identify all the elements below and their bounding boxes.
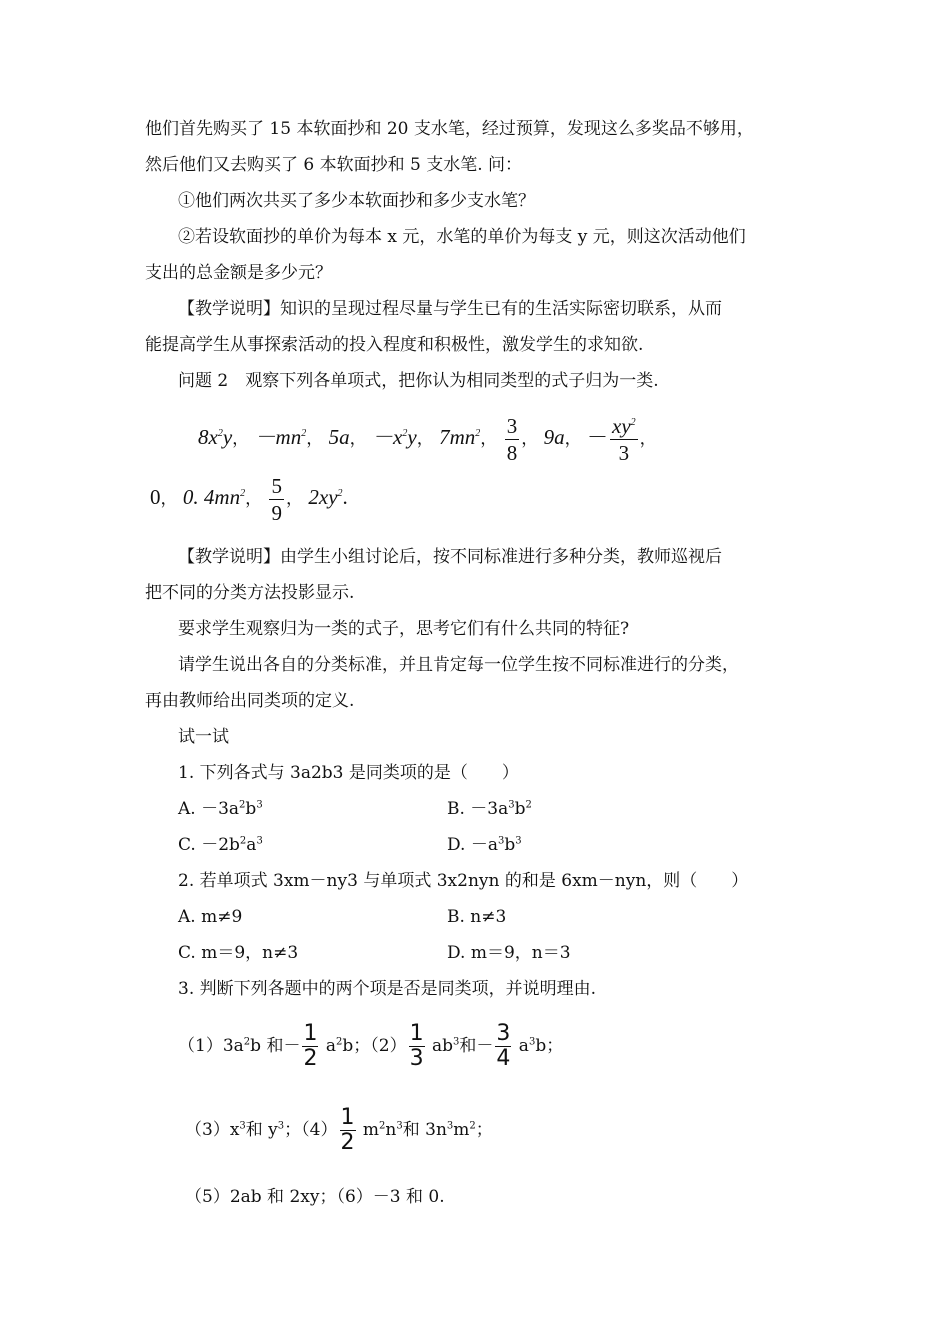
q1-option-b: B. $-3a^3b^2$ <box>447 799 532 819</box>
expr-neg-mn2: $-mn^2$ <box>254 425 307 449</box>
expr-5a: 5a <box>328 425 350 449</box>
practice-title: 试一试 <box>178 727 229 747</box>
teaching-note-2-line-5: 再由教师给出同类项的定义. <box>145 691 355 711</box>
teaching-note-2-line-4: 请学生说出各自的分类标准，并且肯定每一位学生按不同标准进行的分类， <box>178 655 739 675</box>
expr-9a: 9a <box>543 425 565 449</box>
teaching-note-2-line-2: 把不同的分类方法投影显示. <box>145 583 355 603</box>
expr-fraction-5-9: $\frac{5}{9}$ <box>271 474 282 525</box>
expr-fraction-3-8: $\frac{3}{8}$ <box>506 414 518 465</box>
problem-2-title: 问题 2 观察下列各单项式，把你认为相同类型的式子归为一类. <box>178 371 659 391</box>
practice-question-3: 3. 判断下列各题中的两个项是否是同类项，并说明理由. <box>178 979 597 999</box>
expr-7mn2: $7mn^2$ <box>439 425 481 449</box>
intro-line-1: 他们首先购买了 15 本软面抄和 20 支水笔，经过预算，发现这么多奖品不够用， <box>145 119 754 139</box>
q2-option-c: C. m＝9，n≠3 <box>178 943 299 963</box>
fraction-3-4: $\frac{3}{4}$ <box>496 1021 511 1071</box>
teaching-note-2-line-1: 【教学说明】由学生小组讨论后，按不同标准进行多种分类，教师巡视后 <box>178 547 722 567</box>
fraction-1-2-b: $\frac{1}{2}$ <box>340 1105 355 1155</box>
teaching-note-1-line-2: 能提高学生从事探索活动的投入程度和积极性，激发学生的求知欲. <box>145 335 644 355</box>
fraction-1-3: $\frac{1}{3}$ <box>409 1021 424 1071</box>
q3-items-line-3: （5）2ab 和 2xy；（6）－3 和 0. <box>185 1187 445 1207</box>
intro-line-2: 然后他们又去购买了 6 本软面抄和 5 支水笔. 问： <box>145 155 523 175</box>
expr-0: 0 <box>150 485 161 509</box>
monomial-list-line-2: 0， 0. $4mn^2$， $\frac{5}{9}$ ， $2xy^2$. <box>150 474 348 525</box>
fraction-1-2: $\frac{1}{2}$ <box>303 1021 318 1071</box>
expr-neg-x2y: $-x^2y$ <box>372 425 417 449</box>
question-2-line-1: ②若设软面抄的单价为每本 x 元，水笔的单价为每支 y 元，则这次活动他们 <box>178 227 746 247</box>
practice-question-1: 1. 下列各式与 3a2b3 是同类项的是（ ） <box>178 763 519 783</box>
expr-2xy2: $2xy^2$ <box>308 485 343 509</box>
expr-0-4mn2: 0. $4mn^2$ <box>182 485 246 509</box>
q1-option-a: A. $-3a^2b^3$ <box>178 799 263 819</box>
q3-items-line-2: $(3)x^3$和 $y^3$；（4） $\frac{1}{2}$ $m^2n^3$和 $3n^3m^2$； <box>185 1105 493 1155</box>
expr-8x2y: $8x^2y$ <box>198 425 233 449</box>
monomial-list-line-1: $8x^2y$， $-mn^2$， 5a， $-x^2y$， $7mn^2$， $\frac{3}{8}$ ， 9a， － $\frac{xy^2}{3}$ ， <box>198 414 657 465</box>
q3-items-line-1: $(1)3a^2b$ 和－ $\frac{1}{2}$ $a^2b$；（2） $\frac{1}{3}$ $ab^3$和－ $\frac{3}{4}$ $a^3b$； <box>178 1021 564 1071</box>
question-2-line-2: 支出的总金额是多少元？ <box>145 263 332 283</box>
q1-option-d: D. $-a^3b^3$ <box>447 835 522 855</box>
q2-option-b: B. n≠3 <box>447 907 507 927</box>
q2-option-d: D. m＝9，n＝3 <box>447 943 571 963</box>
question-1: ①他们两次共买了多少本软面抄和多少支水笔？ <box>178 191 535 211</box>
teaching-note-2-line-3: 要求学生观察归为一类的式子，思考它们有什么共同的特征? <box>178 619 630 639</box>
practice-question-2: 2. 若单项式 3xm－ny3 与单项式 3x2nyn 的和是 6xm－nyn，则（ ） <box>178 871 749 891</box>
expr-fraction-xy2-3: $\frac{xy^2}{3}$ <box>612 414 636 465</box>
q1-option-c: C. $-2b^2a^3$ <box>178 835 263 855</box>
teaching-note-1-line-1: 【教学说明】知识的呈现过程尽量与学生已有的生活实际密切联系，从而 <box>178 299 722 319</box>
q2-option-a: A. m≠9 <box>178 907 243 927</box>
